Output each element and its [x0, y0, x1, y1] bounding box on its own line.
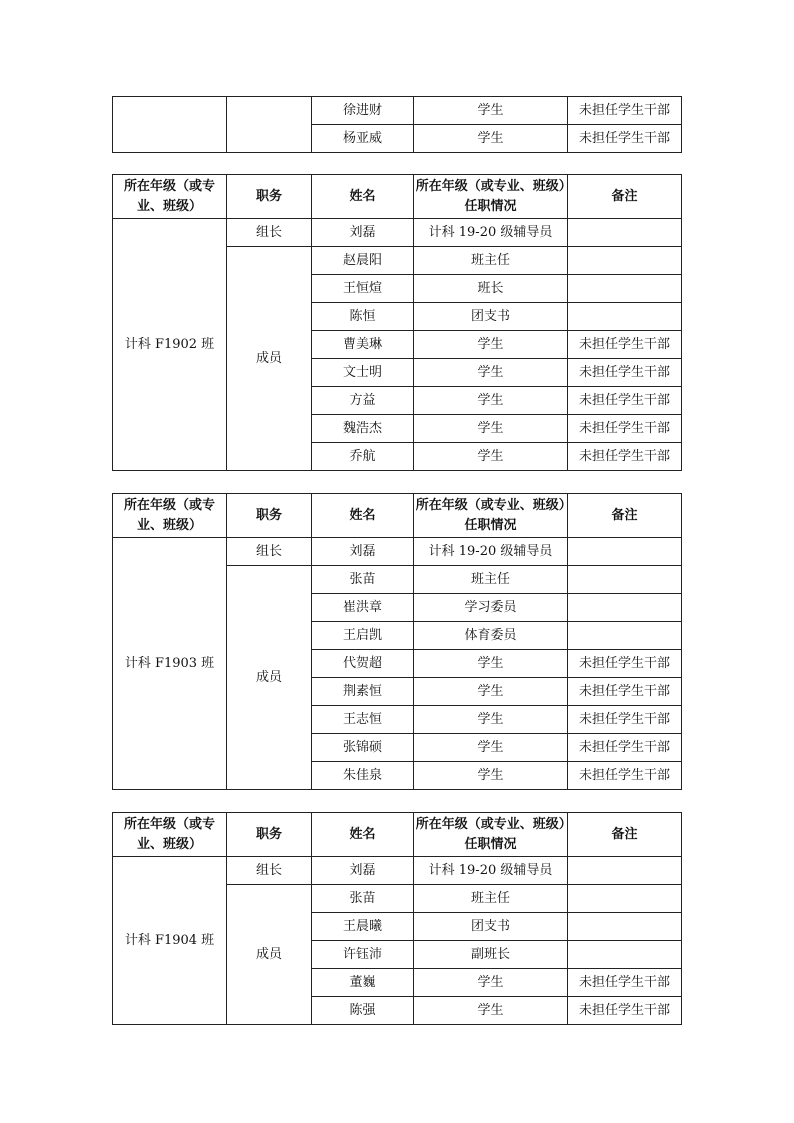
position-cell: 体育委员: [414, 622, 568, 650]
name-cell: 魏浩杰: [312, 415, 414, 443]
remark-cell: [568, 885, 682, 913]
remark-cell: 未担任学生干部: [568, 650, 682, 678]
header-role: 职务: [227, 175, 312, 219]
name-cell: 刘磊: [312, 538, 414, 566]
remark-cell: [568, 303, 682, 331]
position-cell: 学习委员: [414, 594, 568, 622]
name-cell: 文士明: [312, 359, 414, 387]
remark-cell: 未担任学生干部: [568, 415, 682, 443]
role-cell: 成员: [227, 566, 312, 790]
name-cell: 王恒煊: [312, 275, 414, 303]
name-cell: 刘磊: [312, 219, 414, 247]
position-cell: 团支书: [414, 303, 568, 331]
header-class: 所在年级（或专业、班级）: [113, 175, 227, 219]
remark-cell: 未担任学生干部: [568, 331, 682, 359]
header-position: 所在年级（或专业、班级）任职情况: [414, 494, 568, 538]
name-cell: 王启凯: [312, 622, 414, 650]
remark-cell: 未担任学生干部: [568, 762, 682, 790]
name-cell: 崔洪章: [312, 594, 414, 622]
role-cell: 组长: [227, 219, 312, 247]
remark-cell: [568, 622, 682, 650]
position-cell: 计科 19-20 级辅导员: [414, 538, 568, 566]
name-cell: 王志恒: [312, 706, 414, 734]
class-table-f1902: [112, 174, 682, 471]
position-cell: 学生: [414, 706, 568, 734]
remark-cell: [568, 566, 682, 594]
name-cell: 张锦硕: [312, 734, 414, 762]
table-row: [113, 538, 682, 566]
position-cell: 计科 19-20 级辅导员: [414, 219, 568, 247]
role-cell: 成员: [227, 247, 312, 471]
name-cell: 董巍: [312, 969, 414, 997]
header-role: 职务: [227, 813, 312, 857]
header-class: 所在年级（或专业、班级）: [113, 494, 227, 538]
header-row: [113, 494, 682, 538]
position-cell: 学生: [414, 359, 568, 387]
remark-cell: 未担任学生干部: [568, 734, 682, 762]
role-cell: [227, 97, 312, 153]
position-cell: 学生: [414, 97, 568, 125]
header-role: 职务: [227, 494, 312, 538]
header-class: 所在年级（或专业、班级）: [113, 813, 227, 857]
class-cell: [113, 97, 227, 153]
remark-cell: 未担任学生干部: [568, 359, 682, 387]
name-cell: 代贺超: [312, 650, 414, 678]
name-cell: 许钰沛: [312, 941, 414, 969]
position-cell: 学生: [414, 997, 568, 1025]
class-table-f1903: [112, 493, 682, 790]
name-cell: 方益: [312, 387, 414, 415]
position-cell: 学生: [414, 678, 568, 706]
name-cell: 张苗: [312, 885, 414, 913]
position-cell: 学生: [414, 650, 568, 678]
remark-cell: 未担任学生干部: [568, 997, 682, 1025]
name-cell: 王晨曦: [312, 913, 414, 941]
name-cell: 乔航: [312, 443, 414, 471]
header-row: [113, 175, 682, 219]
position-cell: 学生: [414, 762, 568, 790]
role-cell: 成员: [227, 885, 312, 1025]
name-cell: 曹美琳: [312, 331, 414, 359]
class-cell: 计科 F1904 班: [113, 857, 227, 1025]
name-cell: 杨亚威: [312, 125, 414, 153]
position-cell: 班主任: [414, 247, 568, 275]
name-cell: 荆素恒: [312, 678, 414, 706]
remark-cell: 未担任学生干部: [568, 969, 682, 997]
remark-cell: [568, 538, 682, 566]
remark-cell: 未担任学生干部: [568, 97, 682, 125]
role-cell: 组长: [227, 538, 312, 566]
remark-cell: [568, 913, 682, 941]
position-cell: 班主任: [414, 885, 568, 913]
name-cell: 张苗: [312, 566, 414, 594]
table-row: [113, 219, 682, 247]
position-cell: 学生: [414, 734, 568, 762]
remark-cell: 未担任学生干部: [568, 678, 682, 706]
class-cell: 计科 F1902 班: [113, 219, 227, 471]
table-row: [113, 97, 682, 125]
position-cell: 学生: [414, 387, 568, 415]
remark-cell: 未担任学生干部: [568, 387, 682, 415]
remark-cell: 未担任学生干部: [568, 125, 682, 153]
header-remark: 备注: [568, 813, 682, 857]
name-cell: 徐进财: [312, 97, 414, 125]
header-remark: 备注: [568, 494, 682, 538]
remark-cell: [568, 247, 682, 275]
continuation-table: [112, 96, 682, 153]
header-name: 姓名: [312, 813, 414, 857]
position-cell: 学生: [414, 969, 568, 997]
class-cell: 计科 F1903 班: [113, 538, 227, 790]
table-row: [113, 857, 682, 885]
position-cell: 学生: [414, 415, 568, 443]
header-remark: 备注: [568, 175, 682, 219]
remark-cell: [568, 941, 682, 969]
name-cell: 刘磊: [312, 857, 414, 885]
class-table-f1904: [112, 812, 682, 1025]
position-cell: 班长: [414, 275, 568, 303]
position-cell: 学生: [414, 125, 568, 153]
remark-cell: [568, 594, 682, 622]
role-cell: 组长: [227, 857, 312, 885]
remark-cell: [568, 219, 682, 247]
position-cell: 学生: [414, 331, 568, 359]
remark-cell: [568, 857, 682, 885]
name-cell: 陈强: [312, 997, 414, 1025]
position-cell: 团支书: [414, 913, 568, 941]
name-cell: 朱佳泉: [312, 762, 414, 790]
header-name: 姓名: [312, 494, 414, 538]
name-cell: 赵晨阳: [312, 247, 414, 275]
header-name: 姓名: [312, 175, 414, 219]
remark-cell: [568, 275, 682, 303]
position-cell: 副班长: [414, 941, 568, 969]
header-position: 所在年级（或专业、班级）任职情况: [414, 813, 568, 857]
position-cell: 班主任: [414, 566, 568, 594]
position-cell: 学生: [414, 443, 568, 471]
position-cell: 计科 19-20 级辅导员: [414, 857, 568, 885]
remark-cell: 未担任学生干部: [568, 706, 682, 734]
remark-cell: 未担任学生干部: [568, 443, 682, 471]
header-row: [113, 813, 682, 857]
name-cell: 陈恒: [312, 303, 414, 331]
header-position: 所在年级（或专业、班级）任职情况: [414, 175, 568, 219]
